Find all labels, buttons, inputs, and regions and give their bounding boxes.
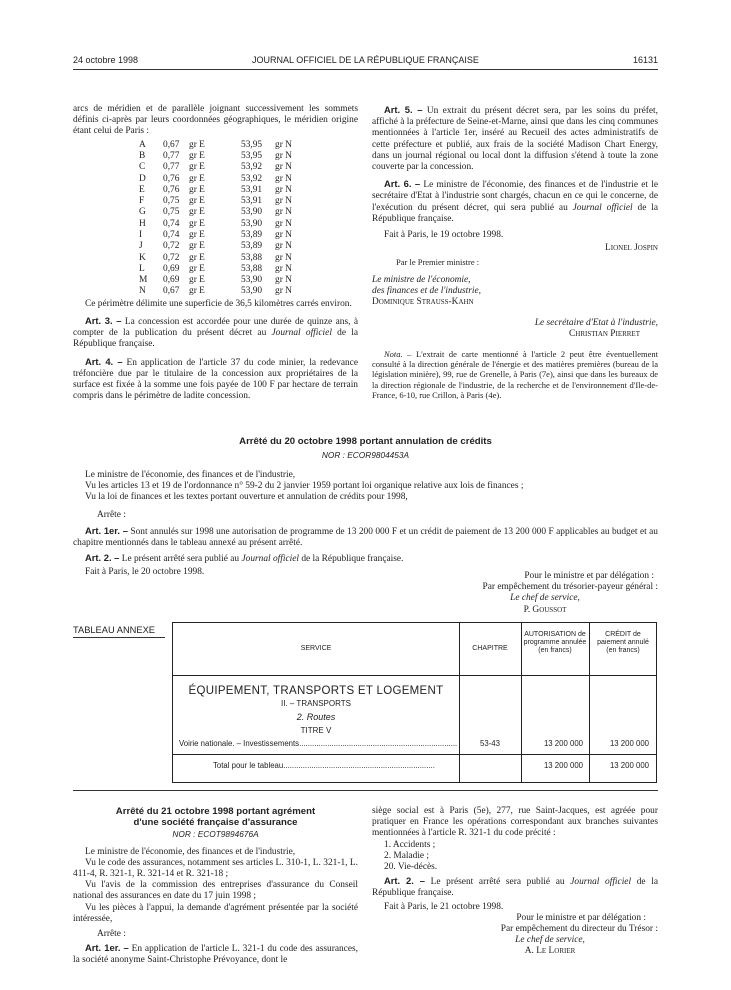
longitude-value: 0,76 [163, 173, 180, 184]
arrete2-art2: Art. 2. – Le présent arrêté sera publié au Journal officiel de la République française. [372, 875, 658, 899]
arrete2-branch-1: 1. Accidents ; [384, 839, 436, 850]
coords-intro: arcs de méridien et de parallèle joignant successivement les sommets définis ci-après par leurs coordonnées géographiques, le méridien origine étant celui de Paris : [73, 104, 358, 137]
coord-row [139, 174, 292, 185]
total-autorisation: 13 200 000 [543, 761, 583, 770]
latitude-value: 53,88 [241, 252, 263, 263]
arrete2-v2: Vu le code des assurances, notamment ses articles L. 310-1, L. 321-1, L. 411-4, R. 321-1, R. 321-14 et R. 321-18 ; [73, 857, 358, 880]
arrete2-v1: Le ministre de l'économie, des finances et de l'industrie, [85, 846, 296, 857]
arrete1-v1: Le ministre de l'économie, des finances et de l'industrie, [85, 470, 296, 480]
arrete1-sig4: P. Goussot [523, 604, 567, 615]
arrete1-title: Arrêté du 20 octobre 1998 portant annulation de crédits [239, 436, 492, 447]
longitude-value: 0,74 [163, 218, 180, 229]
coord-row [139, 207, 292, 218]
page-header [73, 55, 658, 69]
arrete2-v3: Vu l'avis de la commission des entreprises d'assurance du Conseil national des assurances en date du 17 juin 1998 ; [73, 880, 358, 902]
coord-row [139, 264, 292, 275]
coord-row [139, 230, 292, 241]
latitude-value: 53,91 [241, 196, 263, 207]
arrete1-signature [372, 571, 658, 616]
row-chapitre: 53-43 [480, 739, 500, 748]
fait-decret: Fait à Paris, le 19 octobre 1998. [384, 230, 504, 241]
latitude-value: 53,91 [241, 184, 263, 195]
total-credit: 13 200 000 [609, 761, 649, 770]
row-credit: 13 200 000 [609, 739, 649, 748]
arrete2-sig2: Par empêchement du directeur du Trésor : [500, 924, 658, 935]
ministry-heading: ÉQUIPEMENT, TRANSPORTS ET LOGEMENT [188, 685, 444, 697]
vertex-letter: C [139, 162, 146, 173]
arrete2-nor: NOR : ECOT9894676A [172, 829, 259, 840]
arrete1-v3: Vu la loi de finances et les textes portant ouverture et annulation de crédits pour 1998, [85, 492, 408, 503]
coord-row [139, 185, 292, 196]
latitude-value: 53,92 [241, 162, 263, 173]
vertex-letter: I [139, 229, 143, 240]
arrete1-sig1: Pour le ministre et par délégation : [524, 571, 654, 581]
arrete2-art1: Art. 1er. – En application de l'article L. 321-1 du code des assurances, la société anonyme Saint-Christophe Prévoyance, dont le [73, 942, 358, 966]
vertex-letter: H [139, 218, 146, 229]
longitude-value: 0,69 [163, 275, 180, 286]
latitude-unit: gr N [275, 173, 292, 184]
longitude-value: 0,69 [163, 263, 180, 274]
art6: Art. 6. – Le ministre de l'économie, des finances et de l'industrie et le secrétaire d'Etat à l'industrie sont chargés, chacun en ce qui le concerne, de l'exécution du présent décret, qui sera publié au Journal officiel de la République française. [372, 178, 658, 224]
arrete2-v4: Vu les pièces à l'appui, la demande d'agrément présentée par la société intéressée, [73, 902, 358, 924]
arrete1-nor: NOR : ECOR9804453A [321, 450, 410, 460]
coordinates-table [139, 140, 292, 298]
par-premier-ministre: Par le Premier ministre : [396, 257, 480, 268]
latitude-unit: gr N [275, 162, 292, 173]
latitude-value: 53,88 [241, 263, 263, 274]
longitude-value: 0,67 [163, 286, 180, 297]
latitude-unit: gr N [275, 218, 292, 229]
longitude-unit: gr E [189, 139, 205, 150]
sub-heading: 2. Routes [296, 712, 336, 722]
titre-heading: TITRE V [300, 726, 332, 735]
longitude-unit: gr E [189, 218, 205, 229]
arrete1-v2: Vu les articles 13 et 19 de l'ordonnance n° 59-2 du 2 janvier 1959 portant loi organique relative aux lois de finances ; [85, 481, 524, 492]
vertex-letter: E [139, 184, 145, 195]
minister-name: Dominique Strauss-Kahn [372, 297, 474, 308]
longitude-unit: gr E [189, 207, 205, 218]
arrete2-arrete: Arrête : [97, 929, 126, 940]
coord-row [139, 196, 292, 207]
coord-row [139, 275, 292, 286]
longitude-unit: gr E [189, 173, 205, 184]
arrete1-art2: Art. 2. – Le présent arrêté sera publié au Journal officiel de la République française. [85, 552, 404, 565]
longitude-value: 0,75 [163, 196, 180, 207]
longitude-unit: gr E [189, 275, 205, 286]
arrete1-sig2: Par empêchement du trésorier-payeur général : [482, 582, 658, 593]
arrete2-fait: Fait à Paris, le 21 octobre 1998. [384, 901, 504, 912]
vertex-letter: N [139, 286, 146, 297]
latitude-value: 53,90 [241, 286, 263, 297]
latitude-unit: gr N [275, 275, 292, 286]
col-divider [589, 623, 590, 782]
vertex-letter: G [139, 207, 146, 218]
coord-row [139, 219, 292, 230]
latitude-unit: gr N [275, 184, 292, 195]
th-credit: CRÉDIT de paiement annulé (en francs) [597, 631, 649, 654]
arrete2-title-1: Arrêté du 21 octobre 1998 portant agrément [115, 806, 316, 817]
arrete2-title-2: d'une société française d'assurance [133, 817, 298, 829]
longitude-unit: gr E [189, 286, 205, 297]
latitude-value: 53,92 [241, 173, 263, 184]
nota: Nota. – L'extrait de carte mentionné à l'article 2 peut être éventuellement consulté à la direction générale de l'énergie et des matières premières (bureau de la législation minière), 99, rue de Grenelle, à Paris (7e), ainsi que dans les bureaux de la direction régionale de l'industrie, de la recherche et de l'environnement d'Ile-de-France, 6-10, rue Crillon, à Paris (4e). [372, 348, 658, 401]
arrete2-left [73, 806, 358, 967]
header-date: 24 octobre 1998 [73, 55, 139, 65]
arrete2-sig3: Le chef de service, [515, 935, 585, 946]
latitude-value: 53,95 [241, 150, 263, 161]
total-label: Total pour le tableau...................................................................... [213, 761, 435, 770]
longitude-value: 0,67 [163, 139, 180, 150]
latitude-unit: gr N [275, 196, 292, 207]
latitude-unit: gr N [275, 286, 292, 297]
latitude-unit: gr N [275, 139, 292, 150]
longitude-unit: gr E [189, 263, 205, 274]
arrete1-art1: Art. 1er. – Sont annulés sur 1998 une autorisation de programme de 13 200 000 F et un crédit de paiement de 13 200 000 F applicables au budget et au chapitre mentionnés dans le tableau annexé au présent arrêté. [73, 524, 658, 549]
arrete1-fait: Fait à Paris, le 20 octobre 1998. [85, 567, 205, 578]
arrete2-sig4: A. Le Lorier [524, 946, 576, 957]
header-divider [173, 675, 656, 676]
longitude-unit: gr E [189, 229, 205, 240]
th-service: SERVICE [300, 645, 332, 652]
coord-row [139, 162, 292, 173]
total-divider [173, 754, 656, 755]
latitude-value: 53,95 [241, 139, 263, 150]
section-rule [73, 790, 658, 791]
longitude-value: 0,77 [163, 150, 180, 161]
longitude-unit: gr E [189, 150, 205, 161]
left-column [73, 104, 358, 402]
art5: Art. 5. – Un extrait du présent décret sera, par les soins du préfet, affiché à la préfecture de Seine-et-Marne, ainsi que dans les cinq communes mentionnées à l'article 1er, inséré au Recueil des actes administratifs de cette préfecture et publié, aux frais de la société Madison Chart Energy, dans un journal régional ou local dont la diffusion s'étend à toute la zone couverte par la concession. [372, 104, 658, 173]
row-autorisation: 13 200 000 [543, 739, 583, 748]
secretary-title: Le secrétaire d'Etat à l'industrie, [534, 318, 658, 329]
longitude-unit: gr E [189, 252, 205, 263]
vertex-letter: M [139, 275, 148, 286]
longitude-value: 0,74 [163, 229, 180, 240]
vertex-letter: K [139, 252, 146, 263]
latitude-unit: gr N [275, 263, 292, 274]
latitude-value: 53,89 [241, 229, 263, 240]
page-number: 16131 [632, 55, 658, 65]
coord-row [139, 241, 292, 252]
vertex-letter: L [139, 263, 145, 274]
longitude-value: 0,76 [163, 184, 180, 195]
perimeter-text: Ce périmètre délimite une superficie de 36,5 kilomètres carrés environ. [85, 298, 352, 309]
vertex-letter: J [139, 241, 143, 252]
arrete2-sig1: Pour le ministre et par délégation : [516, 912, 646, 923]
coord-row [139, 140, 292, 151]
latitude-value: 53,90 [241, 218, 263, 229]
coord-row [139, 253, 292, 264]
arrete1-arrete: Arrête : [97, 509, 126, 520]
header-rule [73, 69, 658, 70]
longitude-unit: gr E [189, 241, 205, 252]
signer-pm: Lionel Jospin [605, 243, 658, 254]
latitude-value: 53,90 [241, 275, 263, 286]
coord-row [139, 151, 292, 162]
arrete2-branch-20: 20. Vie-décès. [384, 862, 438, 873]
tableau-annexe-label: TABLEAU ANNEXE [73, 625, 165, 638]
latitude-unit: gr N [275, 150, 292, 161]
secretary-name: Christian Pierret [569, 329, 640, 340]
right-column [372, 104, 658, 401]
latitude-unit: gr N [275, 241, 292, 252]
journal-title: JOURNAL OFFICIEL DE LA RÉPUBLIQUE FRANÇAISE [252, 55, 479, 65]
row-label: Voirie nationale. – Investissements......................................................................... [179, 739, 458, 748]
longitude-unit: gr E [189, 184, 205, 195]
col-divider [521, 623, 522, 782]
longitude-unit: gr E [189, 162, 205, 173]
th-autorisation: AUTORISATION de programme annulée (en francs) [523, 631, 587, 654]
arrete1-sig3: Le chef de service, [510, 593, 580, 604]
section-heading: II. – TRANSPORTS [281, 699, 351, 708]
coord-row [139, 286, 292, 297]
vertex-letter: B [139, 150, 146, 161]
longitude-value: 0,75 [163, 207, 180, 218]
latitude-unit: gr N [275, 207, 292, 218]
annex-table [172, 622, 657, 783]
longitude-unit: gr E [189, 196, 205, 207]
longitude-value: 0,77 [163, 162, 180, 173]
latitude-unit: gr N [275, 252, 292, 263]
art4: Art. 4. – En application de l'article 37 du code minier, la redevance tréfoncière due par le titulaire de la concession aux propriétaires de la surface est fixée à la somme une fois payée de 100 F par hectare de terrain compris dans le périmètre de ladite concession. [73, 355, 358, 402]
latitude-value: 53,90 [241, 207, 263, 218]
art3: Art. 3. – La concession est accordée pour une durée de quinze ans, à compter de la publication du présent décret au Journal officiel de la République française. [73, 314, 358, 350]
longitude-value: 0,72 [163, 241, 180, 252]
arrete2-siege: siège social est à Paris (5e), 277, rue Saint-Jacques, est agréée pour pratiquer en France les opérations correspondant aux branches suivantes mentionnées à l'article R. 321-1 du code précité : [372, 806, 658, 839]
minister-title-2: des finances et de l'industrie, [372, 285, 482, 296]
vertex-letter: A [139, 139, 146, 150]
arrete2-right [372, 806, 658, 958]
latitude-value: 53,89 [241, 241, 263, 252]
th-chapitre: CHAPITRE [472, 645, 508, 652]
vertex-letter: D [139, 173, 146, 184]
arrete1-body [73, 470, 658, 579]
latitude-unit: gr N [275, 229, 292, 240]
arrete2-branch-2: 2. Maladie ; [384, 850, 430, 861]
longitude-value: 0,72 [163, 252, 180, 263]
vertex-letter: F [139, 196, 145, 207]
minister-title-1: Le ministre de l'économie, [372, 274, 471, 285]
